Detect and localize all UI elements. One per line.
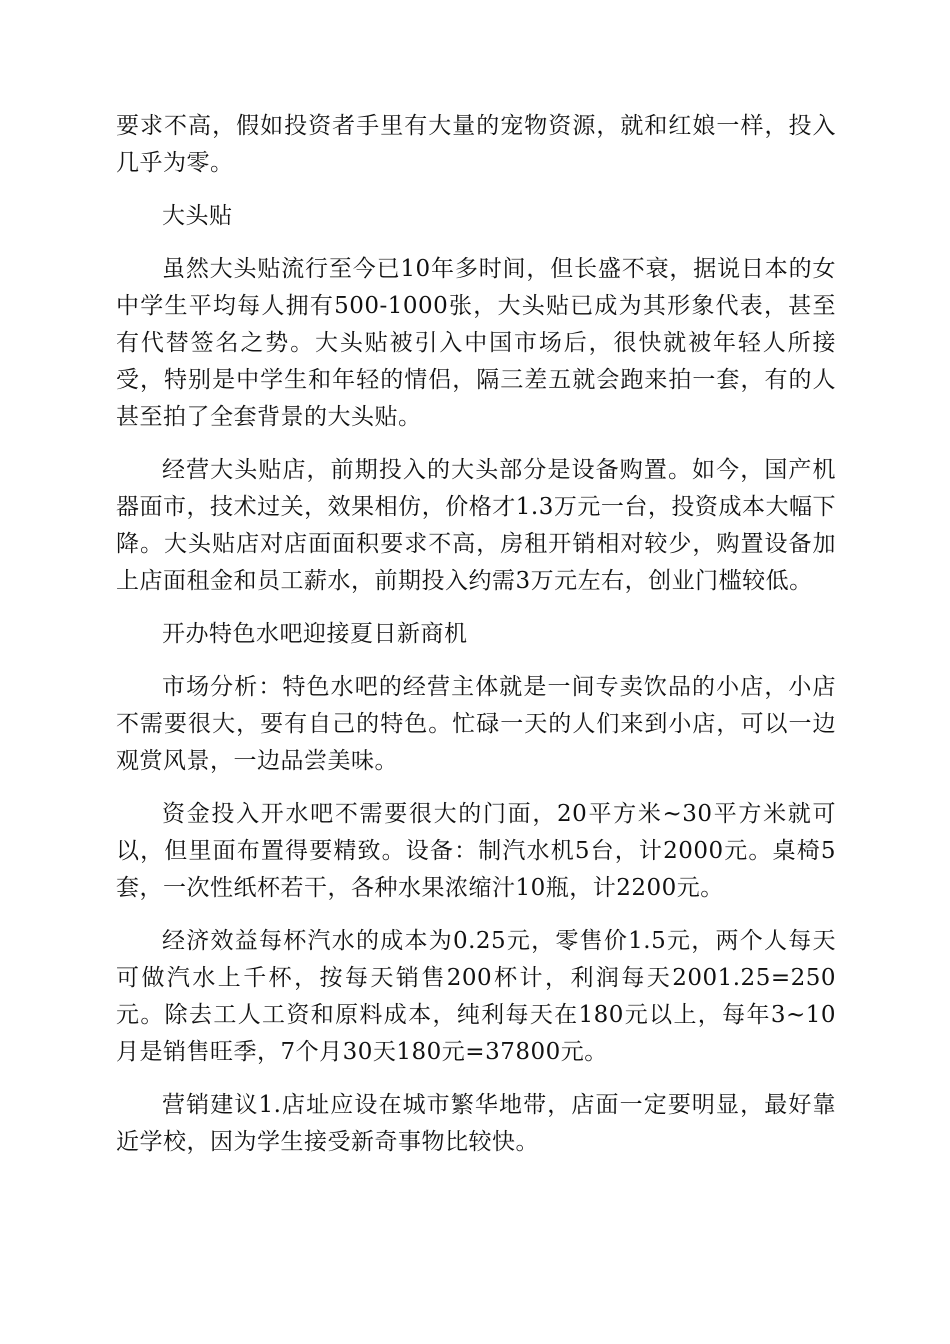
paragraph-capital-investment: 资金投入开水吧不需要很大的门面，20平方米~30平方米就可以，但里面布置得要精致。设备：制汽水机5台，计2000元。桌椅5套，一次性纸杯若干，各种水果浓缩汁10瓶，计2200元。 bbox=[116, 801, 836, 901]
paragraph-marketing-advice: 营销建议1.店址应设在城市繁华地带，店面一定要明显，最好靠近学校，因为学生接受新奇事物比较快。 bbox=[116, 1092, 836, 1155]
document-page bbox=[116, 108, 836, 1177]
paragraph-photo-sticker-investment: 经营大头贴店，前期投入的大头部分是设备购置。如今，国产机器面市，技术过关，效果相仿，价格才1.3万元一台，投资成本大幅下降。大头贴店对店面面积要求不高，房租开销相对较少，购置设备加上店面租金和员工薪水，前期投入约需3万元左右，创业门槛较低。 bbox=[116, 457, 836, 594]
paragraph-market-analysis: 市场分析：特色水吧的经营主体就是一间专卖饮品的小店，小店不需要很大，要有自己的特色。忙碌一天的人们来到小店，可以一边观赏风景，一边品尝美味。 bbox=[116, 674, 836, 774]
section-heading-photo-sticker: 大头贴 bbox=[162, 203, 233, 229]
paragraph-economic-benefit: 经济效益每杯汽水的成本为0.25元，零售价1.5元，两个人每天可做汽水上千杯，按每天销售200杯计，利润每天2001.25=250元。除去工人工资和原料成本，纯利每天在180元以上，每年3~10月是销售旺季，7个月30天180元=37800元。 bbox=[116, 928, 836, 1065]
paragraph-continuation: 要求不高，假如投资者手里有大量的宠物资源，就和红娘一样，投入几乎为零。 bbox=[116, 113, 836, 176]
paragraph-photo-sticker-history: 虽然大头贴流行至今已10年多时间，但长盛不衰，据说日本的女中学生平均每人拥有500-1000张，大头贴已成为其形象代表，甚至有代替签名之势。大头贴被引入中国市场后，很快就被年轻人所接受，特别是中学生和年轻的情侣，隔三差五就会跑来拍一套，有的人甚至拍了全套背景的大头贴。 bbox=[116, 256, 836, 430]
section-heading-drink-bar: 开办特色水吧迎接夏日新商机 bbox=[162, 621, 468, 647]
